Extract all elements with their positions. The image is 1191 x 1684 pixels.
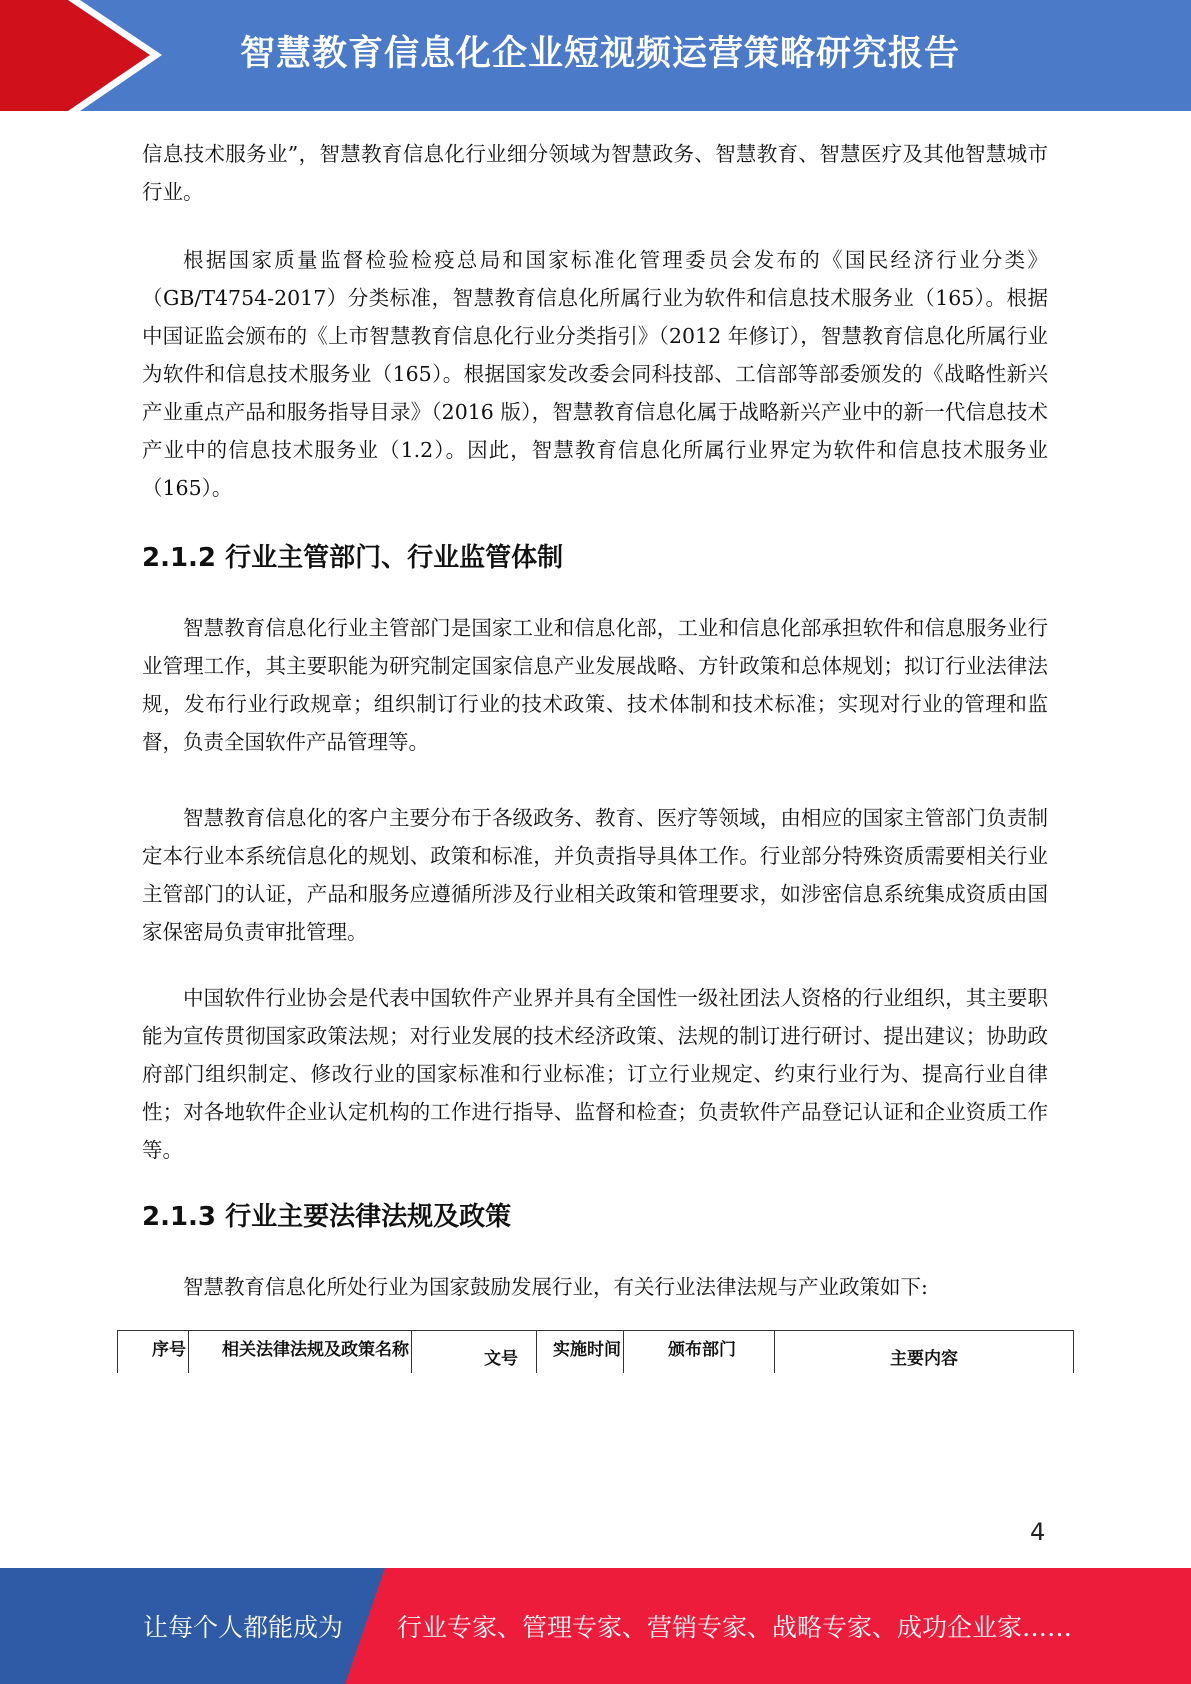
- column-header-law-name: 相关法律法规及政策名称: [189, 1331, 412, 1374]
- column-header-issuing-dept: 颁布部门: [624, 1331, 775, 1374]
- page-footer: [0, 1568, 1191, 1684]
- paragraph-intro-continuation: 信息技术服务业”，智慧教育信息化行业细分领域为智慧政务、智慧教育、智慧医疗及其他智慧城市行业。: [142, 142, 1048, 204]
- paragraph-regulator: 智慧教育信息化行业主管部门是国家工业和信息化部，工业和信息化部承担软件和信息服务业行业管理工作，其主要职能为研究制定国家信息产业发展战略、方针政策和总体规划；拟订行业法律法规，发布行业行政规章；组织制订行业的技术政策、技术体制和技术标准；实现对行业的管理和监督，负责全国软件产品管理等。: [142, 616, 1048, 754]
- report-title: 智慧教育信息化企业短视频运营策略研究报告: [240, 34, 961, 74]
- column-header-main-content: 主要内容: [775, 1331, 1074, 1374]
- footer-slogan-right: 行业专家、管理专家、营销专家、战略专家、成功企业家……: [397, 1613, 1073, 1642]
- column-header-effective-date: 实施时间: [537, 1331, 624, 1374]
- paragraph-software-association: 中国软件行业协会是代表中国软件产业界并具有全国性一级社团法人资格的行业组织，其主要职能为宣传贯彻国家政策法规；对行业发展的技术经济政策、法规的制订进行研讨、提出建议；协助政府部门组织制定、修改行业的国家标准和行业标准；订立行业规定、约束行业行为、提高行业自律性；对各地软件企业认定机构的工作进行指导、监督和检查；负责软件产品登记认证和企业资质工作等。: [142, 986, 1048, 1162]
- policy-table: [117, 1330, 1074, 1382]
- paragraph-customers: 智慧教育信息化的客户主要分布于各级政务、教育、医疗等领域，由相应的国家主管部门负责制定本行业本系统信息化的规划、政策和标准，并负责指导具体工作。行业部分特殊资质需要相关行业主管部门的认证，产品和服务应遵循所涉及行业相关政策和管理要求，如涉密信息系统集成资质由国家保密局负责审批管理。: [142, 806, 1048, 944]
- column-header-doc-number: 文号: [412, 1331, 537, 1374]
- section-heading-2-1-2: 2.1.2 行业主管部门、行业监管体制: [142, 543, 564, 573]
- section-heading-2-1-3: 2.1.3 行业主要法律法规及政策: [142, 1202, 512, 1232]
- footer-slogan-left: 让每个人都能成为: [143, 1613, 344, 1642]
- paragraph-industry-classification: 根据国家质量监督检验检疫总局和国家标准化管理委员会发布的《国民经济行业分类》（GB/T4754-2017）分类标准，智慧教育信息化所属行业为软件和信息技术服务业（165）。根据中国证监会颁布的《上市智慧教育信息化行业分类指引》（2012 年修订），智慧教育信息化所属行业为软件和信息技术服务业（165）。根据国家发改委会同科技部、工信部等部委颁发的《战略性新兴产业重点产品和服务指导目录》（2016 版），智慧教育信息化属于战略新兴产业中的新一代信息技术产业中的信息技术服务业（1.2）。因此，智慧教育信息化所属行业界定为软件和信息技术服务业（165）。: [142, 248, 1048, 500]
- page-header: [0, 0, 1191, 111]
- page-number: 4: [1030, 1518, 1046, 1546]
- table-header-row: [118, 1331, 1074, 1374]
- column-header-index: 序号: [118, 1331, 189, 1374]
- paragraph-policy-intro: 智慧教育信息化所处行业为国家鼓励发展行业，有关行业法律法规与产业政策如下:: [183, 1275, 928, 1299]
